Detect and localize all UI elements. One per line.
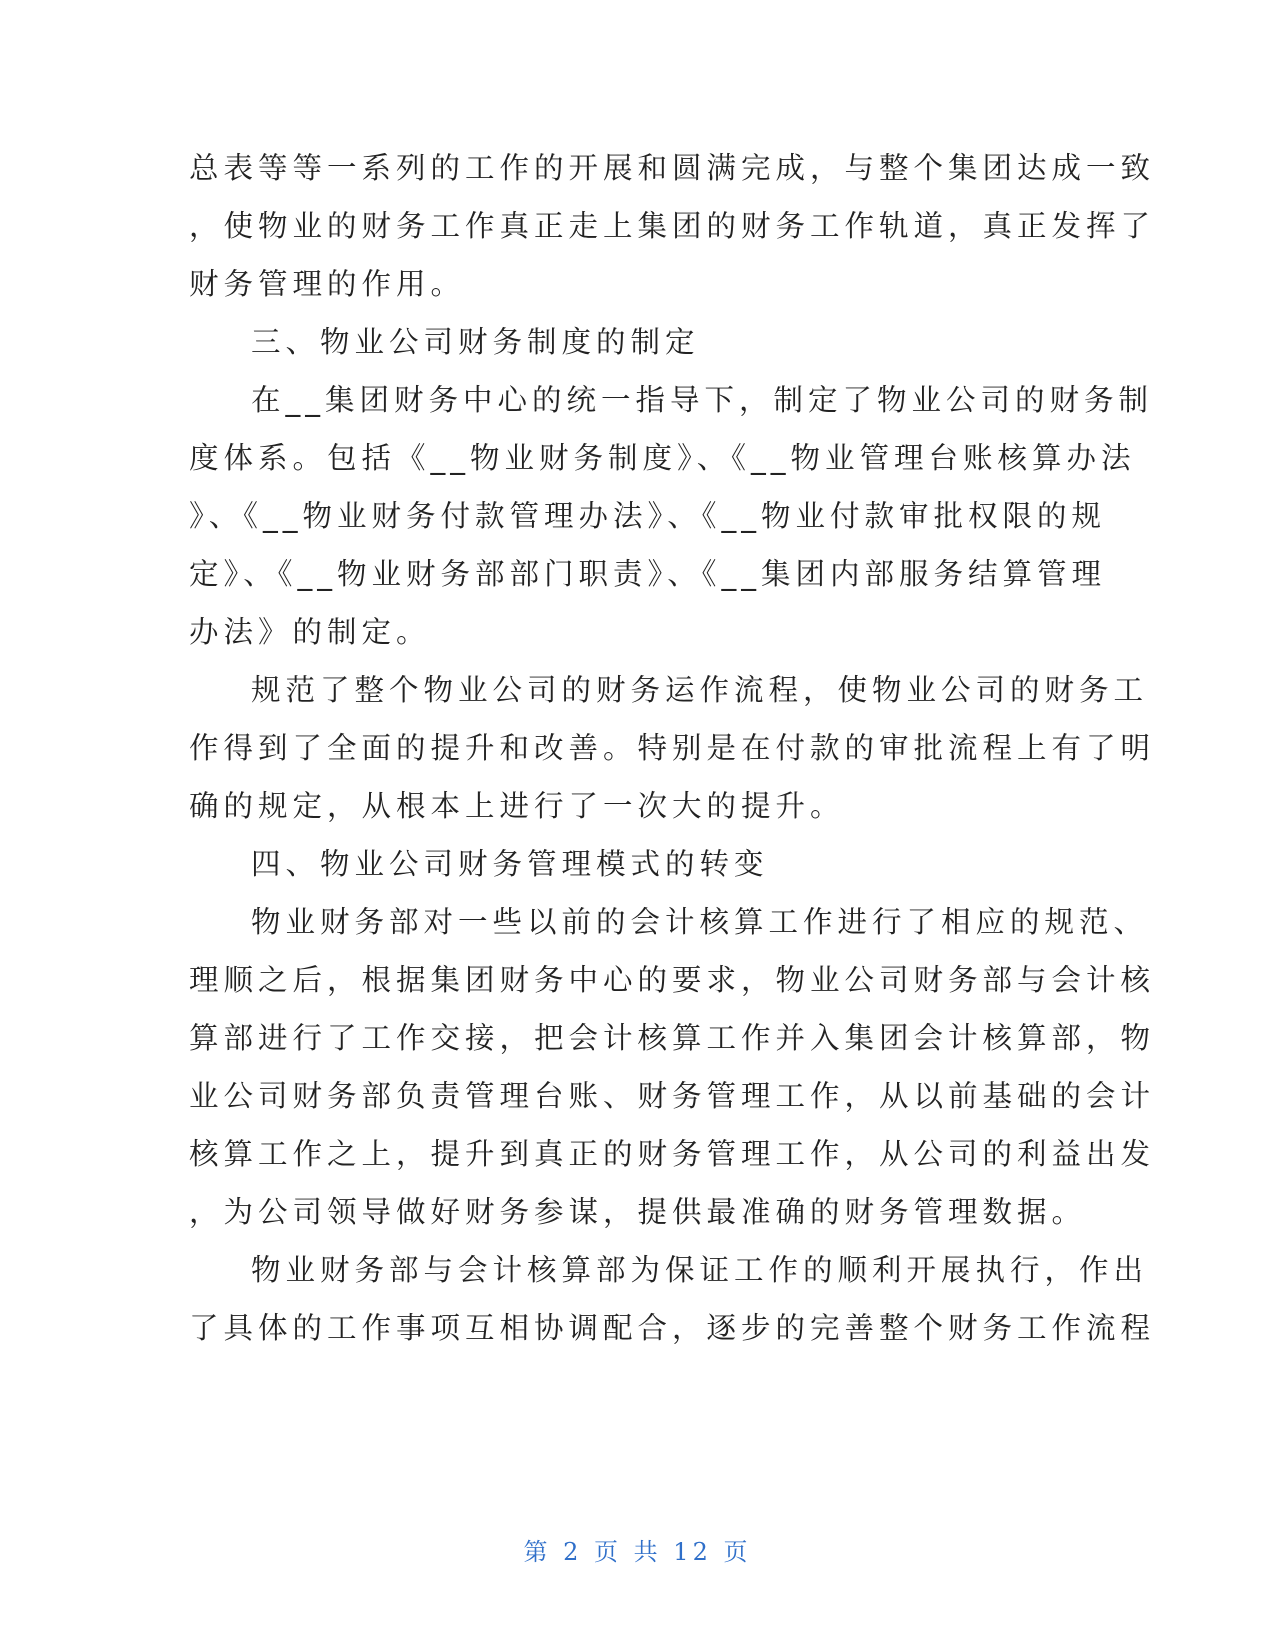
- body-text-line: 》、《__物业财务付款管理办法》、《__物业付款审批权限的规: [189, 499, 1107, 533]
- body-text-line: 了具体的工作事项互相协调配合，逐步的完善整个财务工作流程: [189, 1311, 1156, 1345]
- body-text-line: 度体系。包括《__物业财务制度》、《__物业管理台账核算办法: [189, 441, 1136, 475]
- body-text-line: 物业财务部对一些以前的会计核算工作进行了相应的规范、: [251, 905, 1149, 939]
- page-number-footer: 第 2 页 共 12 页: [523, 1538, 752, 1566]
- body-text-line: ，使物业的财务工作真正走上集团的财务工作轨道，真正发挥了: [189, 209, 1156, 243]
- body-text-line: 规范了整个物业公司的财务运作流程，使物业公司的财务工: [251, 673, 1149, 707]
- body-text-line: 业公司财务部负责管理台账、财务管理工作，从以前基础的会计: [189, 1079, 1156, 1113]
- body-text-line: 物业财务部与会计核算部为保证工作的顺利开展执行，作出: [251, 1253, 1149, 1287]
- body-text-line: 确的规定，从根本上进行了一次大的提升。: [189, 789, 845, 823]
- body-text-line: 作得到了全面的提升和改善。特别是在付款的审批流程上有了明: [189, 731, 1156, 765]
- body-text-line: ，为公司领导做好财务参谋，提供最准确的财务管理数据。: [189, 1195, 1087, 1229]
- body-text-line: 财务管理的作用。: [189, 267, 466, 301]
- body-text-line: 算部进行了工作交接，把会计核算工作并入集团会计核算部，物: [189, 1021, 1156, 1055]
- body-text-line: 核算工作之上，提升到真正的财务管理工作，从公司的利益出发: [189, 1137, 1156, 1171]
- body-text-line: 定》、《__物业财务部部门职责》、《__集团内部服务结算管理: [189, 557, 1107, 591]
- body-text-line: 总表等等一系列的工作的开展和圆满完成，与整个集团达成一致: [189, 151, 1156, 185]
- section-heading: 四、物业公司财务管理模式的转变: [251, 847, 769, 881]
- body-text-line: 理顺之后，根据集团财务中心的要求，物业公司财务部与会计核: [189, 963, 1156, 997]
- body-text-line: 办法》的制定。: [189, 615, 431, 649]
- section-heading: 三、物业公司财务制度的制定: [251, 325, 700, 359]
- body-text-line: 在__集团财务中心的统一指导下，制定了物业公司的财务制: [251, 383, 1154, 417]
